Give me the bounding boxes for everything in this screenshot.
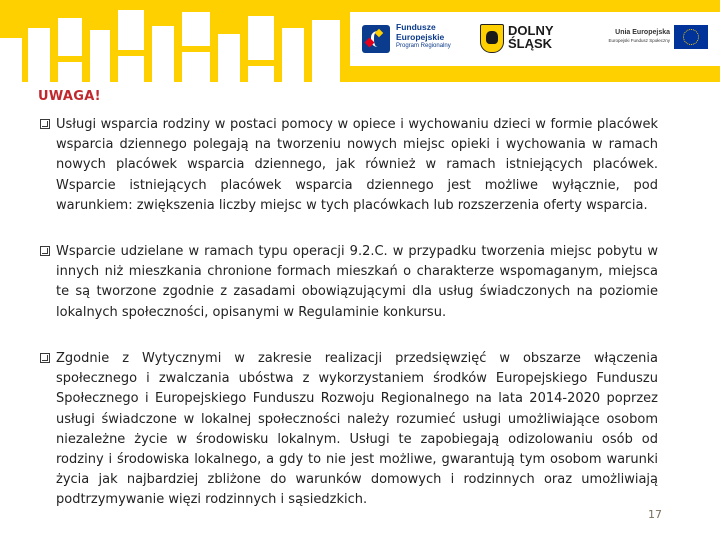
bullet-text-2: Wsparcie udzielane w ramach typu operacji 9.2.C. w przypadku tworzenia miejsc pobytu w innych niż mieszkania chronione formach mieszkań o charakterze wspomaganym, miejsca te są tworzone zgodnie z zasadami obowiązującymi dla usług świadczonych na poziomie lokalnych społeczności, opisanymi w Regulaminie konkursu. xyxy=(56,244,658,320)
decor-block xyxy=(58,62,82,82)
decor-block xyxy=(182,52,210,82)
decor-block xyxy=(218,34,240,82)
decor-block xyxy=(28,28,50,82)
decor-block xyxy=(248,16,274,60)
dolny-slask-logo xyxy=(480,20,560,58)
decor-block xyxy=(152,26,174,82)
warning-heading: UWAGA! xyxy=(38,89,101,104)
fe-logo-line1: Fundusze xyxy=(396,22,436,32)
page-number: 17 xyxy=(648,508,662,521)
bullet-text-1: Usługi wsparcia rodziny w postaci pomocy w opiece i wychowaniu dzieci w formie placówek wsparcia dziennego polegają na tworzeniu nowych miejsc opieki i wychowania w ramach nowych placówek wsparcia dziennego, jak również w ramach istniejących placówek. Wsparcie istniejących placówek wsparcia dziennego jest możliwe wyłącznie, pod warunkiem: zwiększenia liczby miejsc w tych placówkach lub rozszerzenia oferty wsparcia. xyxy=(56,117,658,213)
decor-block xyxy=(0,38,22,82)
eu-flag-icon xyxy=(674,25,708,49)
bullet-paragraph-2 xyxy=(40,242,658,323)
fundusze-europejskie-logo xyxy=(362,21,472,57)
unia-europejska-logo xyxy=(586,22,716,58)
dolny-slask-eagle-icon xyxy=(480,24,504,53)
decor-block xyxy=(182,12,210,46)
decor-block xyxy=(282,28,304,82)
ue-logo-line2: Europejski Fundusz Społeczny xyxy=(608,38,670,43)
checkbox-bullet-icon xyxy=(40,353,50,363)
ds-logo-line2: ŚLĄSK xyxy=(508,36,553,51)
decor-block xyxy=(90,30,110,82)
decor-block xyxy=(248,66,274,82)
ue-logo-line1: Unia Europejska xyxy=(615,29,670,36)
bullet-paragraph-3 xyxy=(40,349,658,511)
bullet-text-3: Zgodnie z Wytycznymi w zakresie realizacji przedsięwzięć w obszarze włączenia społecznego i zwalczania ubóstwa z wykorzystaniem środków Europejskiego Funduszu Społecznego i Europejskiego Funduszu Rozwoju Regionalnego na lata 2014-2020 poprzez usługi świadczone w lokalnej społeczności należy rozumieć usługi umożliwiające osobom niezależne życie w środowisku lokalnym. Usługi te zapobiegają odizolowaniu osób od rodziny i środowiska lokalnego, a gdy to nie jest możliwe, gwarantują tym osobom warunki życia jak najbardziej zbliżone do warunków domowych i rodzinnych oraz umożliwiają podtrzymywanie więzi rodzinnych i sąsiedzkich. xyxy=(56,351,658,508)
decor-block xyxy=(118,10,144,50)
bullet-paragraph-1 xyxy=(40,115,658,216)
fe-logo-line2: Europejskie xyxy=(396,32,445,42)
fe-logo-line3: Program Regionalny xyxy=(396,43,451,49)
logo-strip xyxy=(350,12,720,66)
checkbox-bullet-icon xyxy=(40,119,50,129)
decor-block xyxy=(118,56,144,82)
fundusze-europejskie-icon xyxy=(362,25,390,53)
decor-block xyxy=(58,18,82,56)
header-band xyxy=(0,0,720,82)
ds-logo-line1: DOLNY xyxy=(508,23,554,38)
checkbox-bullet-icon xyxy=(40,246,50,256)
decor-block xyxy=(312,20,340,82)
